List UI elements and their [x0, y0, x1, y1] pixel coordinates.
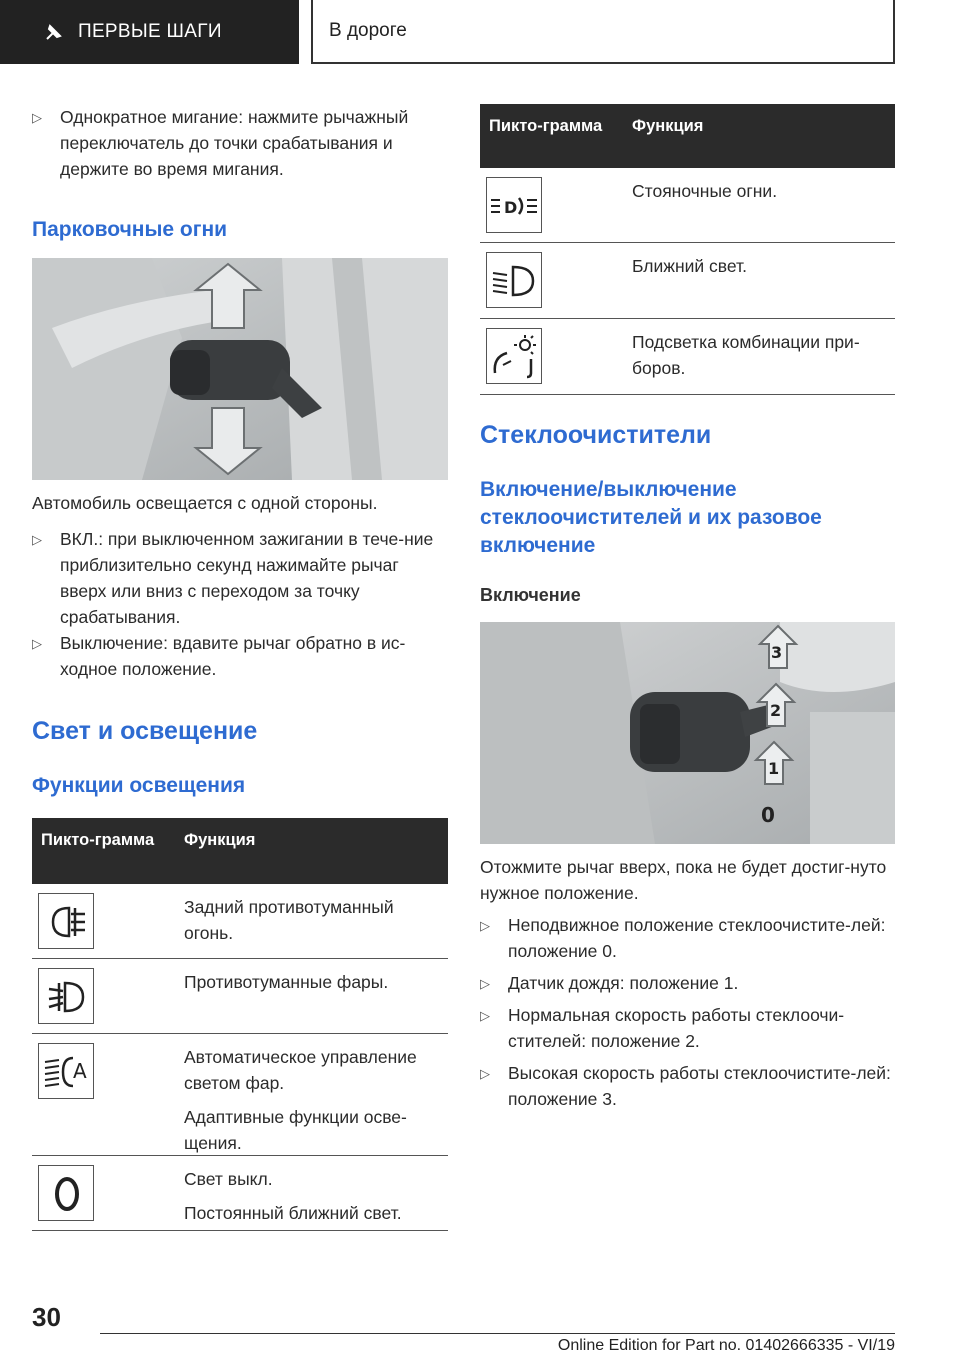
light-off-icon [38, 1165, 94, 1221]
wipers-text: Отожмите рычаг вверх, пока не будет достиг‐нуто нужное положение. [480, 857, 887, 903]
light-heading: Свет и освещение [32, 717, 258, 745]
bullet-triangle-icon: ▷ [32, 636, 42, 651]
footer-divider [100, 1333, 895, 1334]
front-fog-light-icon [38, 968, 94, 1024]
table-row: D Стояночные огни. [480, 168, 895, 243]
svg-text:D: D [504, 198, 518, 217]
section-tab[interactable] [0, 0, 299, 64]
bullet-wiper-1: ▷ Датчик дождя: положение 1. [480, 970, 895, 997]
bullet-flash: ▷ Однократное мигание: нажмите рычажный переключатель до точки срабатывания и держите во время мигания. [32, 104, 448, 182]
bullet-wiper-3: ▷ Высокая скорость работы стеклоочистите‐лей: положение 3. [480, 1060, 895, 1112]
table-row: Свет выкл. Постоянный ближний свет. [32, 1156, 448, 1231]
parking-lights-icon [486, 177, 542, 233]
bullet-triangle-icon: ▷ [480, 1066, 490, 1081]
rear-fog-light-icon [38, 893, 94, 949]
car-arrow-icon [44, 22, 64, 42]
position-label-2: 2 [770, 701, 782, 720]
parking-lever-photo [32, 258, 448, 480]
table-row: Ближний свет. [480, 243, 895, 319]
wipers-heading: Стеклоочистители [480, 421, 712, 449]
position-label-0: 0 [761, 803, 775, 827]
bullet-wiper-2: ▷ Нормальная скорость работы стеклоочи‐стителей: положение 2. [480, 1002, 895, 1054]
position-label-1: 1 [768, 759, 780, 778]
instrument-lighting-icon [486, 328, 542, 384]
bullet-off: ▷ Выключение: вдавите рычаг обратно в ис‐ходное положение. [32, 630, 448, 682]
table-row: Задний противотуманный огонь. [32, 884, 448, 959]
position-label-3: 3 [771, 643, 783, 662]
page-number: 30 [32, 1302, 61, 1332]
bullet-triangle-icon: ▷ [32, 532, 42, 547]
table-header: Пикто‐грамма Функция [480, 104, 895, 168]
table-row: Противотуманные фары. [32, 959, 448, 1034]
parking-text: Автомобиль освещается с одной стороны. [32, 493, 378, 513]
wipers-on-heading: Включение [480, 585, 581, 605]
edition-text: Online Edition for Part no. 01402666335 - VI/19 [557, 1337, 895, 1354]
table-row: A Автоматическое управление светом фар. Адаптивные функции осве‐щения. [32, 1034, 448, 1156]
svg-text:A: A [73, 1059, 87, 1083]
wipers-subheading: Включение/выключение стеклоочистителей и их разовое включение [480, 478, 822, 557]
low-beam-icon [486, 252, 542, 308]
bullet-on: ▷ ВКЛ.: при выключенном зажигании в тече‐ние приблизительно секунд нажимайте рычаг вверх или вниз с переходом за точку срабатывания. [32, 526, 448, 630]
bullet-triangle-icon: ▷ [480, 1008, 490, 1023]
light-functions-table-left [32, 818, 448, 1231]
bullet-triangle-icon: ▷ [32, 110, 42, 125]
light-functions-table-right [480, 104, 895, 395]
auto-headlight-icon [38, 1043, 94, 1099]
light-functions-heading: Функции освещения [32, 774, 246, 797]
chapter-title: В дороге [311, 0, 895, 64]
bullet-triangle-icon: ▷ [480, 918, 490, 933]
table-header: Пикто‐грамма Функция [32, 818, 448, 884]
parking-lights-heading: Парковочные огни [32, 218, 228, 241]
wiper-lever-photo [480, 622, 895, 844]
bullet-wiper-0: ▷ Неподвижное положение стеклоочистите‐лей: положение 0. [480, 912, 895, 964]
table-row: Подсветка комбинации при‐боров. [480, 319, 895, 395]
section-title: ПЕРВЫЕ ШАГИ [78, 21, 222, 42]
bullet-triangle-icon: ▷ [480, 976, 490, 991]
